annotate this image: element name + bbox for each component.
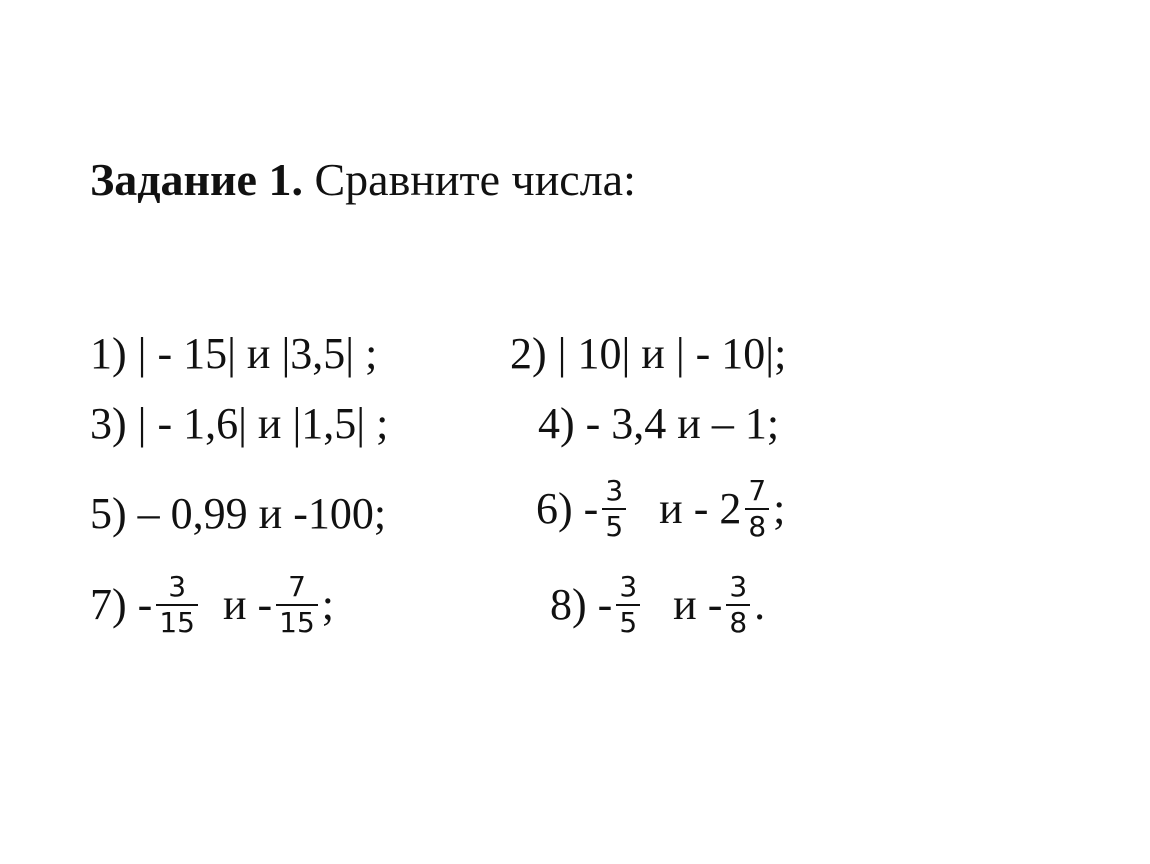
- fraction-numerator: 3: [156, 570, 198, 606]
- item-6-suffix: ;: [773, 484, 786, 533]
- exercise-item-6: [536, 474, 785, 544]
- item-6-middle: и - 2: [659, 484, 742, 533]
- fraction: [726, 570, 750, 640]
- exercise-item-1: 1) | - 15| и |3,5| ;: [90, 329, 378, 378]
- item-8-suffix: .: [754, 580, 766, 629]
- item-8-middle: и -: [673, 580, 723, 629]
- exercise-item-5: 5) – 0,99 и -100;: [90, 489, 387, 538]
- fraction: [276, 570, 318, 640]
- fraction: [156, 570, 198, 640]
- fraction-numerator: 7: [745, 474, 769, 510]
- fraction-denominator: 15: [159, 606, 195, 639]
- item-7-middle: и -: [222, 580, 273, 629]
- item-7-prefix: 7) -: [90, 580, 153, 629]
- exercise-item-8: [550, 570, 765, 640]
- fraction-denominator: 15: [279, 606, 315, 639]
- fraction-numerator: 3: [616, 570, 640, 606]
- fraction-numerator: 3: [602, 474, 626, 510]
- item-8-prefix: 8) -: [550, 580, 613, 629]
- task-label: Задание 1.: [90, 154, 303, 205]
- exercise-item-7: [90, 570, 334, 640]
- task-instruction: Сравните числа:: [302, 154, 636, 205]
- item-6-prefix: 6) -: [536, 484, 599, 533]
- exercise-item-4: 4) - 3,4 и – 1;: [538, 399, 780, 448]
- fraction-denominator: 5: [619, 606, 638, 639]
- fraction: [616, 570, 640, 640]
- fraction-numerator: 7: [276, 570, 318, 606]
- fraction: [602, 474, 626, 544]
- fraction-denominator: 8: [748, 510, 767, 543]
- task-title: [90, 150, 636, 210]
- fraction-numerator: 3: [726, 570, 750, 606]
- fraction-denominator: 5: [605, 510, 624, 543]
- item-7-suffix: ;: [321, 580, 335, 629]
- exercise-item-2: 2) | 10| и | - 10|;: [510, 329, 787, 378]
- fraction-denominator: 8: [729, 606, 748, 639]
- mixed-fraction: [745, 474, 769, 544]
- exercise-item-3: 3) | - 1,6| и |1,5| ;: [90, 399, 389, 448]
